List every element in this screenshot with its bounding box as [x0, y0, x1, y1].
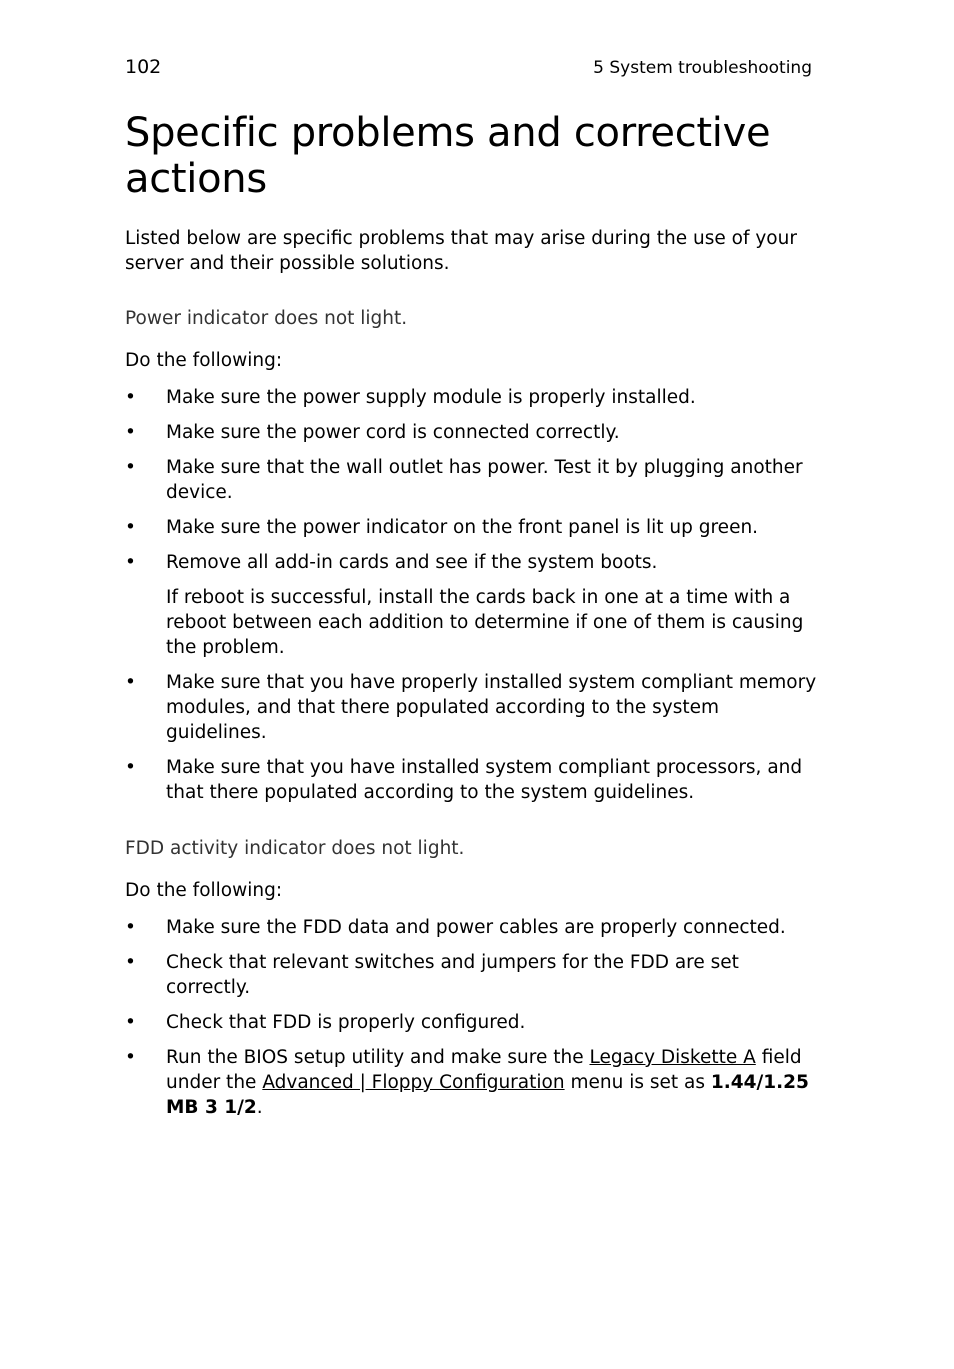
text-run: Run the BIOS setup utility and make sure the — [166, 1047, 590, 1068]
bullet-icon: • — [125, 457, 136, 478]
bullet-icon: • — [125, 387, 136, 408]
bios-menu-reference: Advanced | Floppy Configuration — [262, 1072, 565, 1093]
power-troubleshooting-list — [125, 385, 825, 815]
list-item — [125, 550, 825, 660]
bullet-icon: • — [125, 952, 136, 973]
page-title: Specific problems and corrective actions — [125, 110, 771, 202]
list-item-text: Make sure the power supply module is properly installed. — [166, 387, 696, 408]
running-header — [125, 56, 812, 82]
list-item-text: Make sure that you have installed system compliant processors, and that there populated according to the system guidelines. — [166, 757, 803, 803]
list-item-note: If reboot is successful, install the cards back in one at a time with a reboot between each addition to determine if one of them is causing the problem. — [166, 587, 804, 658]
list-item-text: Make sure the power cord is connected correctly. — [166, 422, 620, 443]
intro-paragraph: Listed below are specific problems that may arise during the use of your server and their possible solutions. — [125, 228, 797, 274]
list-item-text — [166, 1047, 809, 1118]
list-item — [125, 515, 825, 540]
list-item — [125, 1010, 825, 1035]
bullet-icon: • — [125, 917, 136, 938]
list-item — [125, 950, 825, 1000]
list-item — [125, 670, 825, 745]
text-run: field under the — [166, 1047, 802, 1093]
list-item-text: Make sure the FDD data and power cables are properly connected. — [166, 917, 786, 938]
list-item-text: Check that FDD is properly configured. — [166, 1012, 526, 1033]
bullet-icon: • — [125, 1012, 136, 1033]
section-lead: Do the following: — [125, 880, 283, 901]
chapter-title: 5 System troubleshooting — [593, 58, 812, 78]
fdd-troubleshooting-list — [125, 915, 825, 1130]
list-item-text: Check that relevant switches and jumpers for the FDD are set correctly. — [166, 952, 739, 998]
list-item-text: Make sure that you have properly installed system compliant memory modules, and that there populated according to the system guidelines. — [166, 672, 817, 743]
list-item — [125, 915, 825, 940]
list-item — [125, 1045, 825, 1120]
setting-value: 1.44/1.25 MB 3 1/2 — [166, 1072, 809, 1118]
bullet-icon: • — [125, 552, 136, 573]
text-run: . — [256, 1097, 263, 1118]
bullet-icon: • — [125, 517, 136, 538]
list-item — [125, 755, 825, 805]
list-item-text: Remove all add-in cards and see if the system boots. — [166, 552, 658, 573]
section-heading-fdd: FDD activity indicator does not light. — [125, 838, 465, 859]
page-number: 102 — [125, 56, 162, 78]
bullet-icon: • — [125, 422, 136, 443]
list-item — [125, 455, 825, 505]
bios-field-reference: Legacy Diskette A — [589, 1047, 756, 1068]
bullet-icon: • — [125, 757, 136, 778]
list-item — [125, 420, 825, 445]
list-item-text: Make sure the power indicator on the front panel is lit up green. — [166, 517, 759, 538]
list-item-text: Make sure that the wall outlet has power. Test it by plugging another device. — [166, 457, 803, 503]
bullet-icon: • — [125, 672, 136, 693]
list-item — [125, 385, 825, 410]
bullet-icon: • — [125, 1047, 136, 1068]
text-run: menu is set as — [564, 1072, 711, 1093]
section-heading-power: Power indicator does not light. — [125, 308, 408, 329]
section-lead: Do the following: — [125, 350, 283, 371]
